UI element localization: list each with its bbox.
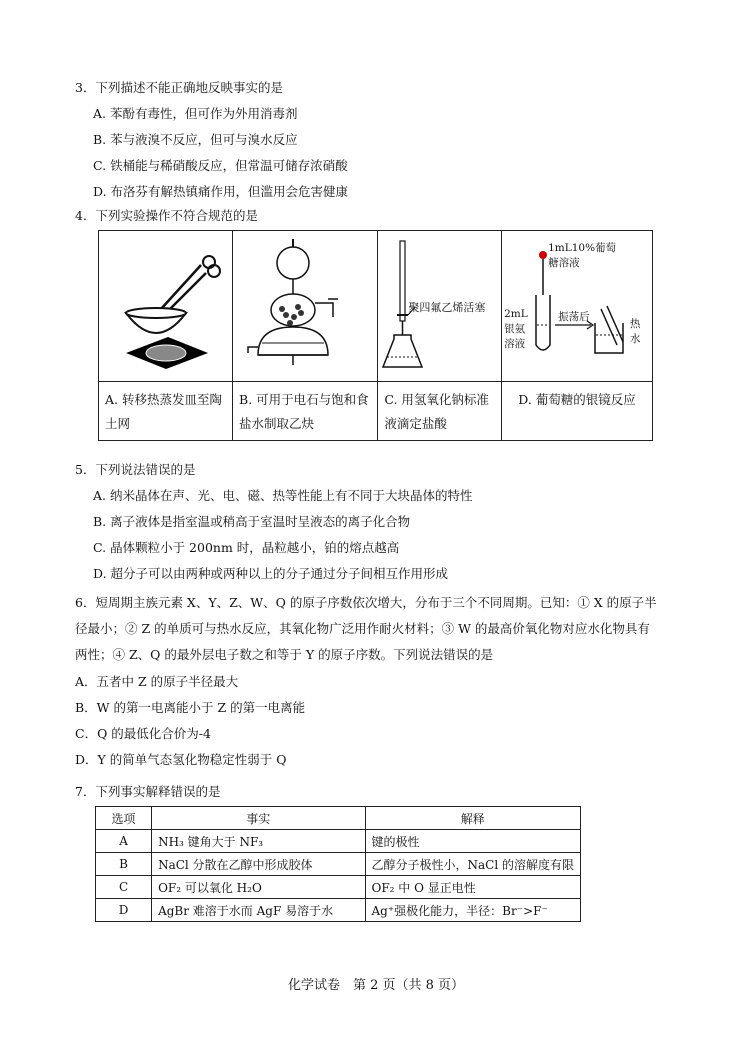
q6-option-b: B．W 的第一电离能小于 Z 的第一电离能 [75,700,306,715]
table-row: D AgBr 难溶于水而 AgF 易溶于水 Ag⁺强极化能力，半径：Br⁻>F⁻ [96,899,581,922]
fig-b-kipp-generator [233,231,378,382]
hot-water-label: 热水 [629,318,641,345]
after-shaking-label: 振荡后 [558,311,590,323]
q4-caption-c: C. 用氢氧化钠标准液滴定盐酸 [378,382,502,441]
fig-d-silver-mirror [502,231,653,382]
q5-option-a: A. 纳米晶体在声、光、电、磁、热等性能上有不同于大块晶体的特性 [93,488,473,503]
q3-stem: 3．下列描述不能正确地反映事实的是 [75,80,283,95]
q6-option-d: D．Y 的简单气态氢化物稳定性弱于 Q [75,752,287,767]
q3-option-c: C. 铁桶能与稀硝酸反应，但常温可储存浓硝酸 [93,158,348,173]
q7-header-fact: 事实 [152,807,365,830]
q6-option-c: C．Q 的最低化合价为-4 [75,726,211,741]
q5-stem: 5．下列说法错误的是 [75,462,196,477]
glucose-solution-label: 1mL10%葡萄糖溶液 [548,242,617,269]
q3-option-a: A. 苯酚有毒性，但可作为外用消毒剂 [93,106,298,121]
q3-option-d: D. 布洛芬有解热镇痛作用，但滥用会危害健康 [93,184,349,199]
q3-option-b: B. 苯与液溴不反应，但可与溴水反应 [93,132,298,147]
teflon-stopcock-label: 聚四氟乙烯活塞 [408,301,486,314]
table-row: A NH₃ 键角大于 NF₃ 键的极性 [96,830,581,853]
q7-stem: 7．下列事实解释错误的是 [75,784,221,799]
q7-table [95,806,581,922]
kipp-apparatus-icon [238,235,373,375]
q4-caption-b: B. 可用于电石与饱和食盐水制取乙炔 [233,382,378,441]
table-row: B NaCl 分散在乙醇中形成胶体 乙醇分子极性小，NaCl 的溶解度有限 [96,853,581,876]
q4-experiment-table [98,230,653,441]
evaporating-dish-tongs-icon [106,235,226,375]
q4-caption-d: D. 葡萄糖的银镜反应 [502,382,653,441]
q4-caption-a: A. 转移热蒸发皿至陶土网 [99,382,233,441]
q5-option-c: C. 晶体颗粒小于 200nm 时，晶粒越小，铂的熔点越高 [93,540,400,555]
q5-option-d: D. 超分子可以由两种或两种以上的分子通过分子间相互作用形成 [93,566,449,581]
q7-header-option: 选项 [96,807,152,830]
q5-option-b: B. 离子液体是指室温或稍高于室温时呈液态的离子化合物 [93,514,411,529]
q6-option-a: A．五者中 Z 的原子半径最大 [75,674,239,689]
fig-c-titration [378,231,502,382]
q4-stem: 4．下列实验操作不符合规范的是 [75,208,258,223]
fig-a-evaporating-dish [99,231,233,382]
q6-stem: 6．短周期主族元素 X、Y、Z、W、Q 的原子序数依次增大，分布于三个不同周期。已知：① X 的原子半径最小；② Z 的单质可与热水反应，其氧化物广泛用作耐火材料；③ W 的最高价氧化物对应水化物具有两性；④ Z、Q 的最外层电子数之和等于 Y 的原子序数。下列说法错误的是 [75,595,657,662]
silver-ammonia-label: 2mL银氨溶液 [504,308,528,350]
page-footer: 化学试卷 第 2 页（共 8 页） [287,978,465,993]
table-row: C OF₂ 可以氧化 H₂O OF₂ 中 O 显正电性 [96,876,581,899]
q7-header-explanation: 解释 [365,807,581,830]
